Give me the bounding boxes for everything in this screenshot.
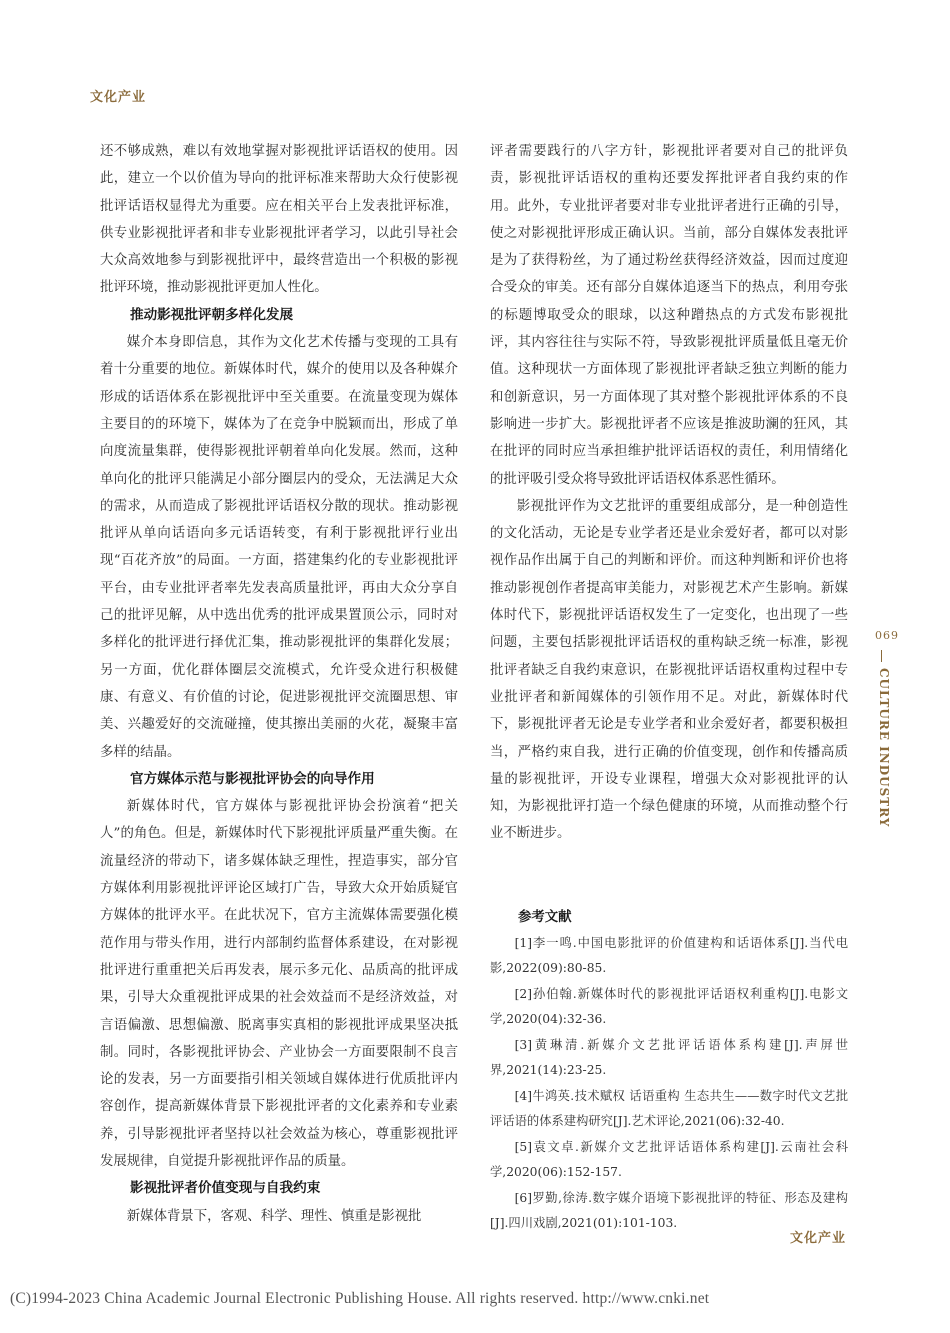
paragraph: 还不够成熟，难以有效地掌握对影视批评话语权的使用。因此，建立一个以价值为导向的批评标准来帮助大众行使影视批评话语权显得尤为重要。应在相关平台上发表批评标准，供专业影视批评者和非专业影视批评者学习，以此引导社会大众高效地参与到影视批评中，最终营造出一个积极的影视批评环境，推动影视批评更加人性化。: [100, 144, 458, 296]
section-heading: 官方媒体示范与影视批评协会的向导作用: [130, 770, 375, 787]
running-header: 文化产业: [90, 90, 147, 105]
paragraph: 媒介本身即信息，其作为文化艺术传播与变现的工具有着十分重要的地位。新媒体时代，媒介的使用以及各种媒介形成的话语体系在影视批评中至关重要。在流量变现为媒体主要目的的环境下，媒体为了在竞争中脱颖而出，形成了单向度流量集群，使得影视批评朝着单向化发展。然而，这种单向化的批评只能满足小部分圈层内的受众，无法满足大众的需求，从而造成了影视批评话语权分散的现状。推动影视批评从单向话语向多元话语转变，有利于影视批评行业出现“百花齐放”的局面。一方面，搭建集约化的专业影视批评平台，由专业批评者率先发表高质量批评，再由大众分享自己的批评见解，从中选出优秀的批评成果置顶公示，同时对多样化的批评进行择优汇集，推动影视批评的集群化发展；另一方面，优化群体圈层交流模式，允许受众进行积极健康、有意义、有价值的讨论，促进影视批评交流圈思想、审美、兴趣爱好的交流碰撞，使其擦出美丽的火花，凝聚丰富多样的结晶。: [100, 335, 458, 760]
paragraph: 评者需要践行的八字方针，影视批评者要对自己的批评负责，影视批评话语权的重构还要发挥批评者自我约束的作用。此外，专业批评者要对非专业批评者进行正确的引导，使之对影视批评形成正确认识。当前，部分自媒体发表批评是为了获得粉丝，为了通过粉丝获得经济效益，因而过度迎合受众的审美。还有部分自媒体追逐当下的热点，利用夸张的标题博取受众的眼球，以这种蹭热点的方式发布影视批评，其内容往往与实际不符，导致影视批评质量低且毫无价值。这种现状一方面体现了影视批评者缺乏独立判断的能力和创新意识，另一方面体现了其对整个影视批评体系的不良影响进一步扩大。影视批评者不应该是推波助澜的狂风，其在批评的同时应当承担维护批评话语权的责任，利用情绪化的批评吸引受众将导致批评话语权体系恶性循环。: [490, 144, 848, 487]
section-heading: 影视批评者价值变现与自我约束: [130, 1180, 321, 1197]
running-footer: 文化产业: [789, 1231, 846, 1246]
section-heading: 推动影视批评朝多样化发展: [130, 306, 294, 323]
reference-item: [2]孙伯翰.新媒体时代的影视批评话语权利重构[J].电影文学,2020(04):32-36.: [490, 986, 848, 1027]
references-title: 参考文献: [518, 909, 572, 925]
copyright-notice: (C)1994-2023 China Academic Journal Electronic Publishing House. All rights reserved. http://www.cnki.net: [10, 1290, 710, 1307]
left-column: [100, 138, 458, 1230]
divider: [881, 650, 882, 662]
paragraph: 影视批评作为文艺批评的重要组成部分，是一种创造性的文化活动，无论是专业学者还是业余爱好者，都可以对影视作品作出属于自己的判断和评价。而这种判断和评价也将推动影视创作者提高审美能力，对影视艺术产生影响。新媒体时代下，影视批评话语权发生了一定变化，也出现了一些问题，主要包括影视批评话语权的重构缺乏统一标准，影视批评者缺乏自我约束意识，在影视批评话语权重构过程中专业批评者和新闻媒体的引领作用不足。对此，新媒体时代下，影视批评者无论是专业学者和业余爱好者，都要积极担当，严格约束自我，进行正确的价值变现，创作和传播高质量的影视批评，开设专业课程，增强大众对影视批评的认知，为影视批评打造一个绿色健康的环境，从而推动整个行业不断进步。: [490, 498, 848, 842]
right-column: [490, 138, 848, 1237]
references: [490, 904, 848, 1237]
journal-side-label: CULTURE INDUSTRY: [877, 668, 891, 828]
reference-item: [4]牛鸿英.技术赋权 话语重构 生态共生——数字时代文艺批评话语的体系建构研究[J].艺术评论,2021(06):32-40.: [490, 1088, 848, 1129]
reference-item: [1]李一鸣.中国电影批评的价值建构和话语体系[J].当代电影,2022(09):80-85.: [490, 935, 848, 976]
reference-item: [3]黄琳清.新媒介文艺批评话语体系构建[J].声屏世界,2021(14):23-25.: [490, 1037, 848, 1078]
reference-item: [6]罗勤,徐涛.数字媒介语境下影视批评的特征、形态及建构[J].四川戏剧,2021(01):101-103.: [490, 1190, 848, 1231]
page-number: 069: [875, 629, 899, 642]
paragraph: 新媒体时代，官方媒体与影视批评协会扮演着“把关人”的角色。但是，新媒体时代下影视批评质量严重失衡。在流量经济的带动下，诸多媒体缺乏理性，捏造事实，部分官方媒体利用影视批评评论区域打广告，导致大众开始质疑官方媒体的批评水平。在此状况下，官方主流媒体需要强化模范作用与带头作用，进行内部制约监督体系建设，在对影视批评进行重重把关后再发表，展示多元化、品质高的批评成果，引导大众重视批评成果的社会效益而不是经济效益，对言语偏激、思想偏激、脱离事实真相的影视批评成果坚决抵制。同时，各影视批评协会、产业协会一方面要限制不良言论的发表，另一方面要指引相关领域自媒体进行优质批评内容创作，提高新媒体背景下影视批评者的文化素养和专业素养，引导影视批评者坚持以社会效益为核心，尊重影视批评发展规律，自觉提升影视批评作品的质量。: [100, 799, 458, 1169]
paragraph: 新媒体背景下，客观、科学、理性、慎重是影视批: [126, 1208, 422, 1224]
reference-item: [5]袁文卓.新媒介文艺批评话语体系构建[J].云南社会科学,2020(06):152-157.: [490, 1139, 848, 1180]
